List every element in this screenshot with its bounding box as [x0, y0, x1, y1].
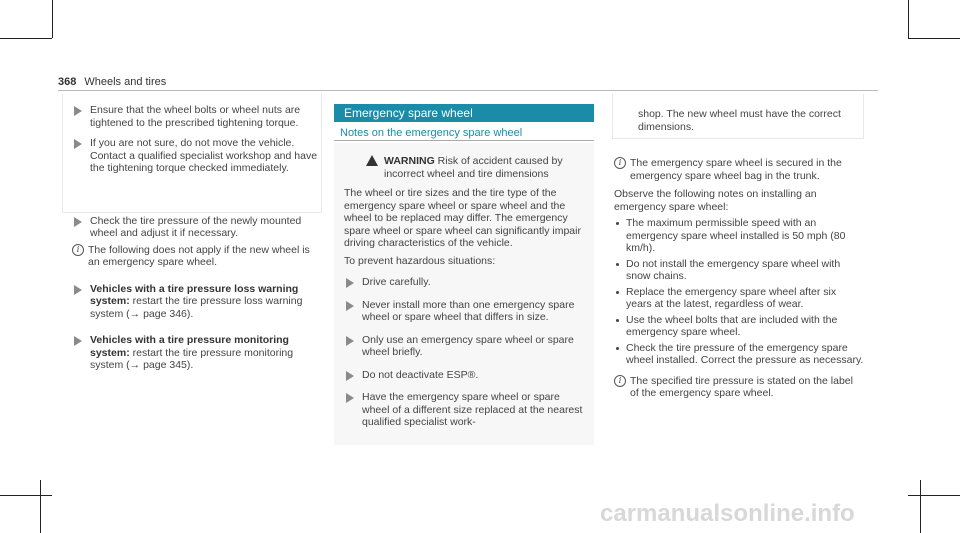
- observe-text: Observe the following notes on installing an emergency spare wheel:: [614, 188, 817, 213]
- step-item: Only use an emergency spare wheel or spare wheel briefly.: [344, 334, 588, 359]
- step-arrow-icon: [74, 106, 82, 116]
- warning-content: [344, 155, 588, 437]
- info-icon: i: [72, 244, 84, 256]
- page-number: 368: [58, 76, 77, 88]
- section-name: Wheels and tires: [84, 76, 167, 88]
- page-link[interactable]: restart the tire pressure loss warning system (→ page 346).: [90, 295, 303, 320]
- crop-mark: [908, 38, 960, 39]
- crop-mark: [0, 495, 52, 496]
- bullet-dot: [616, 319, 619, 322]
- watermark: carmanualsonline.info: [600, 500, 855, 527]
- step-arrow-icon: [74, 217, 82, 227]
- crop-mark: [908, 495, 960, 496]
- step-item: Vehicles with a tire pressure monitoring system: restart the tire pressure monitoring system (→ page 345).: [72, 334, 322, 372]
- step-arrow-icon: [346, 371, 354, 381]
- right-column: [614, 108, 864, 408]
- step-item: Check the tire pressure of the newly mounted wheel and adjust it if necessary.: [72, 215, 322, 240]
- step-arrow-icon: [346, 393, 354, 403]
- header-divider: [58, 90, 878, 91]
- page-header: [58, 76, 166, 88]
- prevent-text: To prevent hazardous situations:: [344, 254, 496, 267]
- subsection-title: Notes on the emergency spare wheel: [340, 127, 523, 139]
- continued-text: shop. The new wheel must have the correct dimensions.: [638, 108, 841, 133]
- step-arrow-icon: [74, 139, 82, 149]
- warning-body: The wheel or tire sizes and the tire type of the emergency spare wheel or spare wheel and the wheel to be replaced may differ. The emergency spare wheel or spare wheel can significantly impair driving characteristics of the vehicle.: [344, 187, 581, 249]
- info-icon: i: [614, 157, 626, 169]
- step-arrow-icon: [346, 336, 354, 346]
- bullet-dot: [616, 347, 619, 350]
- bullet-dot: [616, 222, 619, 225]
- bullet-item: The maximum permissible speed with an emergency spare wheel installed is 50 mph (80 km/h).: [614, 217, 864, 255]
- step-arrow-icon: [74, 285, 82, 295]
- crop-mark: [908, 0, 909, 38]
- step-item: Have the emergency spare wheel or spare wheel of a different size replaced at the nearest qualified specialist work-: [344, 391, 588, 429]
- step-item: Do not deactivate ESP®.: [344, 369, 588, 382]
- bullet-dot: [616, 263, 619, 266]
- crop-mark: [0, 38, 52, 39]
- step-arrow-icon: [346, 278, 354, 288]
- warning-header: [344, 155, 588, 180]
- info-note: i The emergency spare wheel is secured in the emergency spare wheel bag in the trunk.: [614, 157, 864, 182]
- step-item: If you are not sure, do not move the vehicle. Contact a qualified specialist workshop and have the tightening torque checked immediately.: [72, 137, 322, 175]
- bullet-item: Use the wheel bolts that are included with the emergency spare wheel.: [614, 314, 864, 339]
- bullet-item: Check the tire pressure of the emergency spare wheel installed. Correct the pressure as necessary.: [614, 342, 864, 367]
- page-link[interactable]: restart the tire pressure monitoring system (→ page 345).: [90, 346, 294, 371]
- info-note: i The following does not apply if the new wheel is an emergency spare wheel.: [72, 244, 322, 269]
- info-note: i The specified tire pressure is stated on the label of the emergency spare wheel.: [614, 375, 864, 400]
- left-column: [72, 104, 322, 380]
- step-item: Never install more than one emergency spare wheel or spare wheel that differs in size.: [344, 299, 588, 324]
- step-item: Drive carefully.: [344, 276, 588, 289]
- info-icon: i: [614, 375, 626, 387]
- step-item: Vehicles with a tire pressure loss warning system: restart the tire pressure loss warning system (→ page 346).: [72, 283, 322, 321]
- step-item: Ensure that the wheel bolts or wheel nuts are tightened to the prescribed tightening torque.: [72, 104, 322, 129]
- subsection-divider: [334, 140, 594, 141]
- crop-mark: [920, 480, 921, 533]
- crop-mark: [40, 480, 41, 533]
- crop-mark: [52, 0, 53, 38]
- step-arrow-icon: [346, 301, 354, 311]
- bullet-dot: [616, 291, 619, 294]
- warning-label: WARNING: [384, 155, 435, 167]
- bullet-item: Replace the emergency spare wheel after six years at the latest, regardless of wear.: [614, 286, 864, 311]
- bullet-item: Do not install the emergency spare wheel with snow chains.: [614, 258, 864, 283]
- section-title: Emergency spare wheel: [344, 106, 473, 120]
- warning-heading: Risk of accident caused by incorrect wheel and tire dimensions: [384, 155, 563, 180]
- step-arrow-icon: [74, 336, 82, 346]
